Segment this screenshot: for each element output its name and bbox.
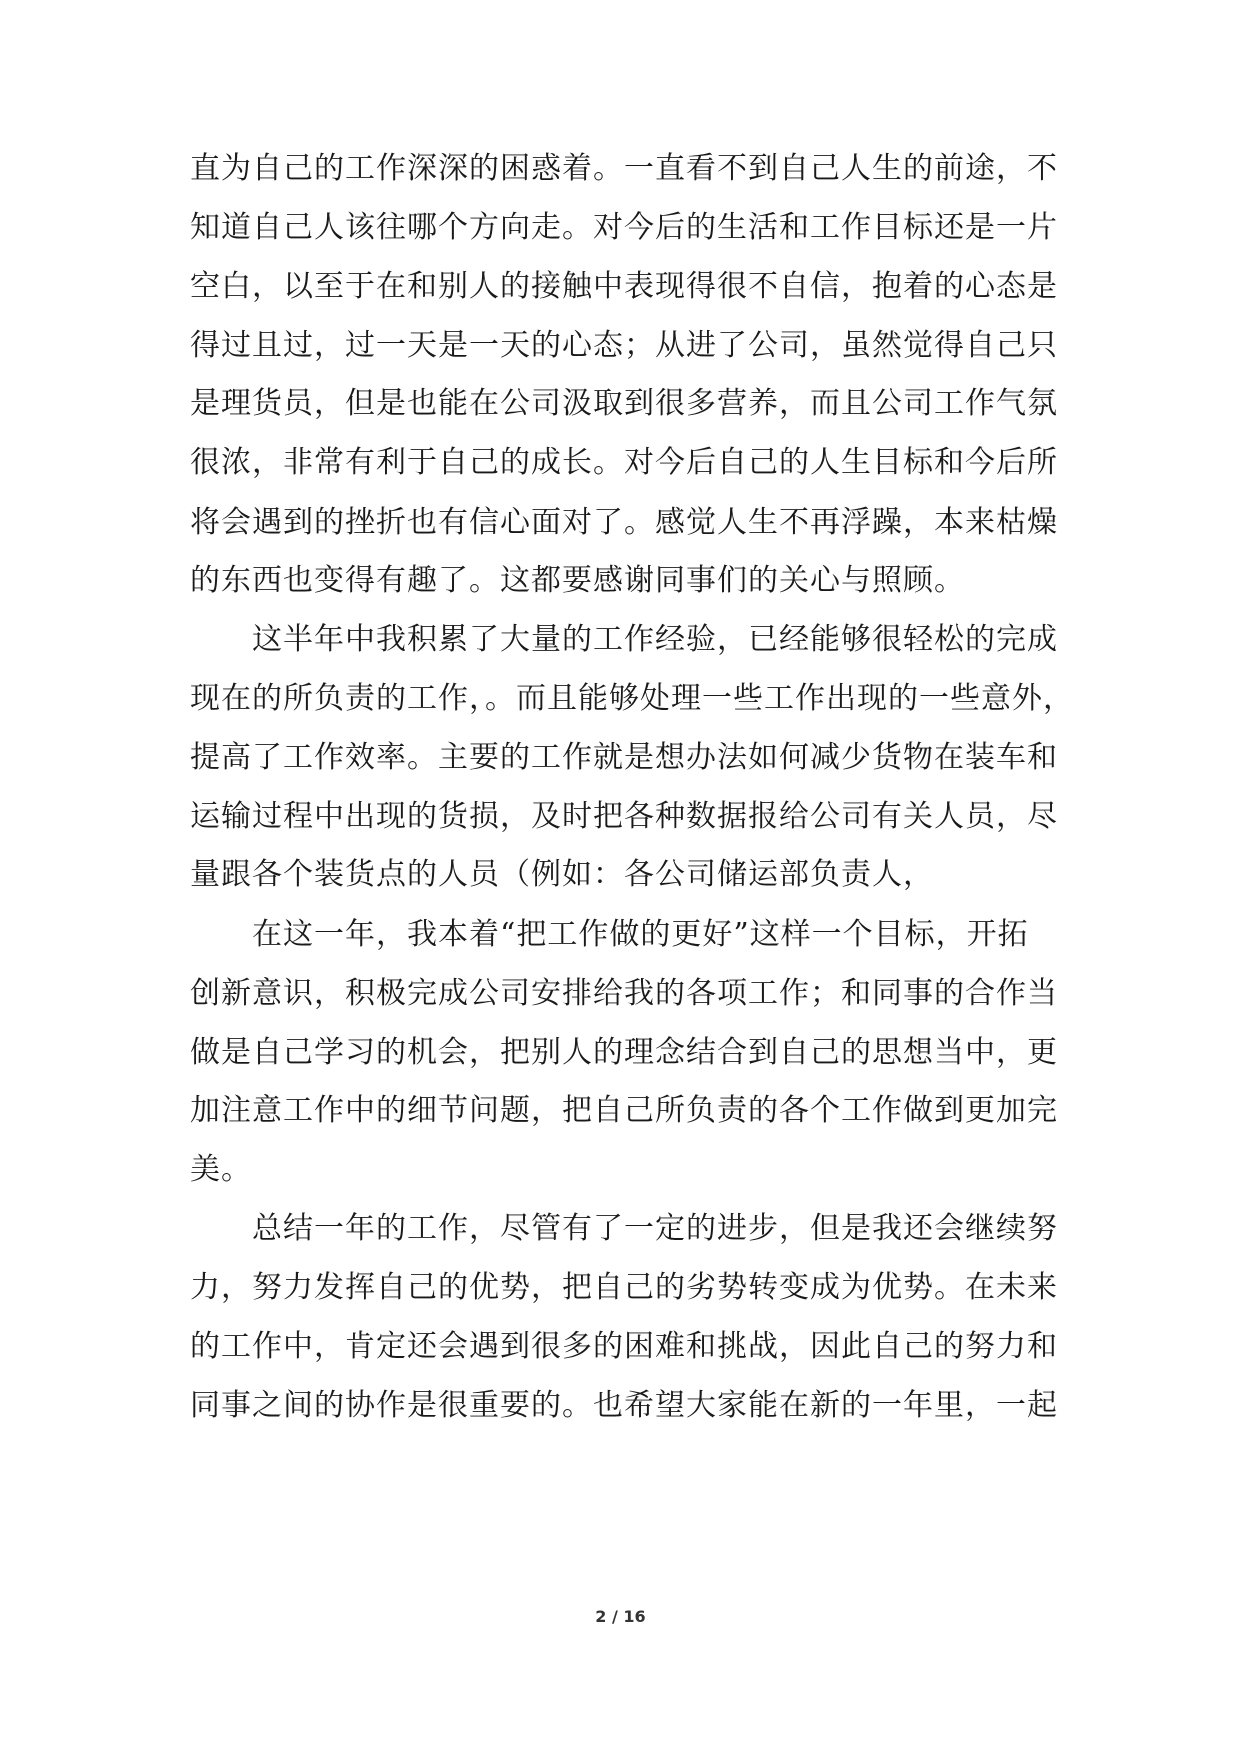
page-number: 2 / 16 bbox=[595, 1607, 646, 1626]
text-line: 同事之间的协作是很重要的。也希望大家能在新的一年里，一起 bbox=[190, 1388, 1058, 1423]
text-line: 的工作中，肯定还会遇到很多的困难和挑战，因此自己的努力和 bbox=[190, 1329, 1058, 1364]
text-line: 这半年中我积累了大量的工作经验，已经能够很轻松的完成 bbox=[190, 622, 1058, 657]
text-line: 现在的所负责的工作，。而且能够处理一些工作出现的一些意外， bbox=[190, 681, 1074, 716]
text-line: 做是自己学习的机会，把别人的理念结合到自己的思想当中，更 bbox=[190, 1035, 1058, 1070]
text-line: 空白，以至于在和别人的接触中表现得很不自信，抱着的心态是 bbox=[190, 269, 1058, 304]
text-line: 加注意工作中的细节问题，把自己所负责的各个工作做到更加完 bbox=[190, 1093, 1058, 1128]
text-line: 得过且过，过一天是一天的心态；从进了公司，虽然觉得自己只 bbox=[190, 328, 1058, 363]
text-line: 提高了工作效率。主要的工作就是想办法如何减少货物在装车和 bbox=[190, 740, 1058, 775]
text-line: 是理货员，但是也能在公司汲取到很多营养，而且公司工作气氛 bbox=[190, 386, 1058, 421]
text-line: 在这一年，我本着“把工作做的更好”这样一个目标，开拓 bbox=[190, 917, 1029, 952]
text-line: 量跟各个装货点的人员（例如：各公司储运部负责人， bbox=[190, 857, 934, 892]
text-line: 美。 bbox=[190, 1152, 252, 1187]
text-line: 创新意识，积极完成公司安排给我的各项工作；和同事的合作当 bbox=[190, 976, 1058, 1011]
text-line: 总结一年的工作，尽管有了一定的进步，但是我还会继续努 bbox=[190, 1211, 1058, 1246]
text-line: 知道自己人该往哪个方向走。对今后的生活和工作目标还是一片 bbox=[190, 210, 1058, 245]
text-line: 将会遇到的挫折也有信心面对了。感觉人生不再浮躁，本来枯燥 bbox=[190, 505, 1058, 540]
text-line: 运输过程中出现的货损，及时把各种数据报给公司有关人员，尽 bbox=[190, 799, 1058, 834]
text-line: 很浓，非常有利于自己的成长。对今后自己的人生目标和今后所 bbox=[190, 445, 1058, 480]
text-line: 的东西也变得有趣了。这都要感谢同事们的关心与照顾。 bbox=[190, 563, 965, 598]
text-line: 直为自己的工作深深的困惑着。一直看不到自己人生的前途，不 bbox=[190, 151, 1058, 186]
text-line: 力，努力发挥自己的优势，把自己的劣势转变成为优势。在未来 bbox=[190, 1270, 1058, 1305]
